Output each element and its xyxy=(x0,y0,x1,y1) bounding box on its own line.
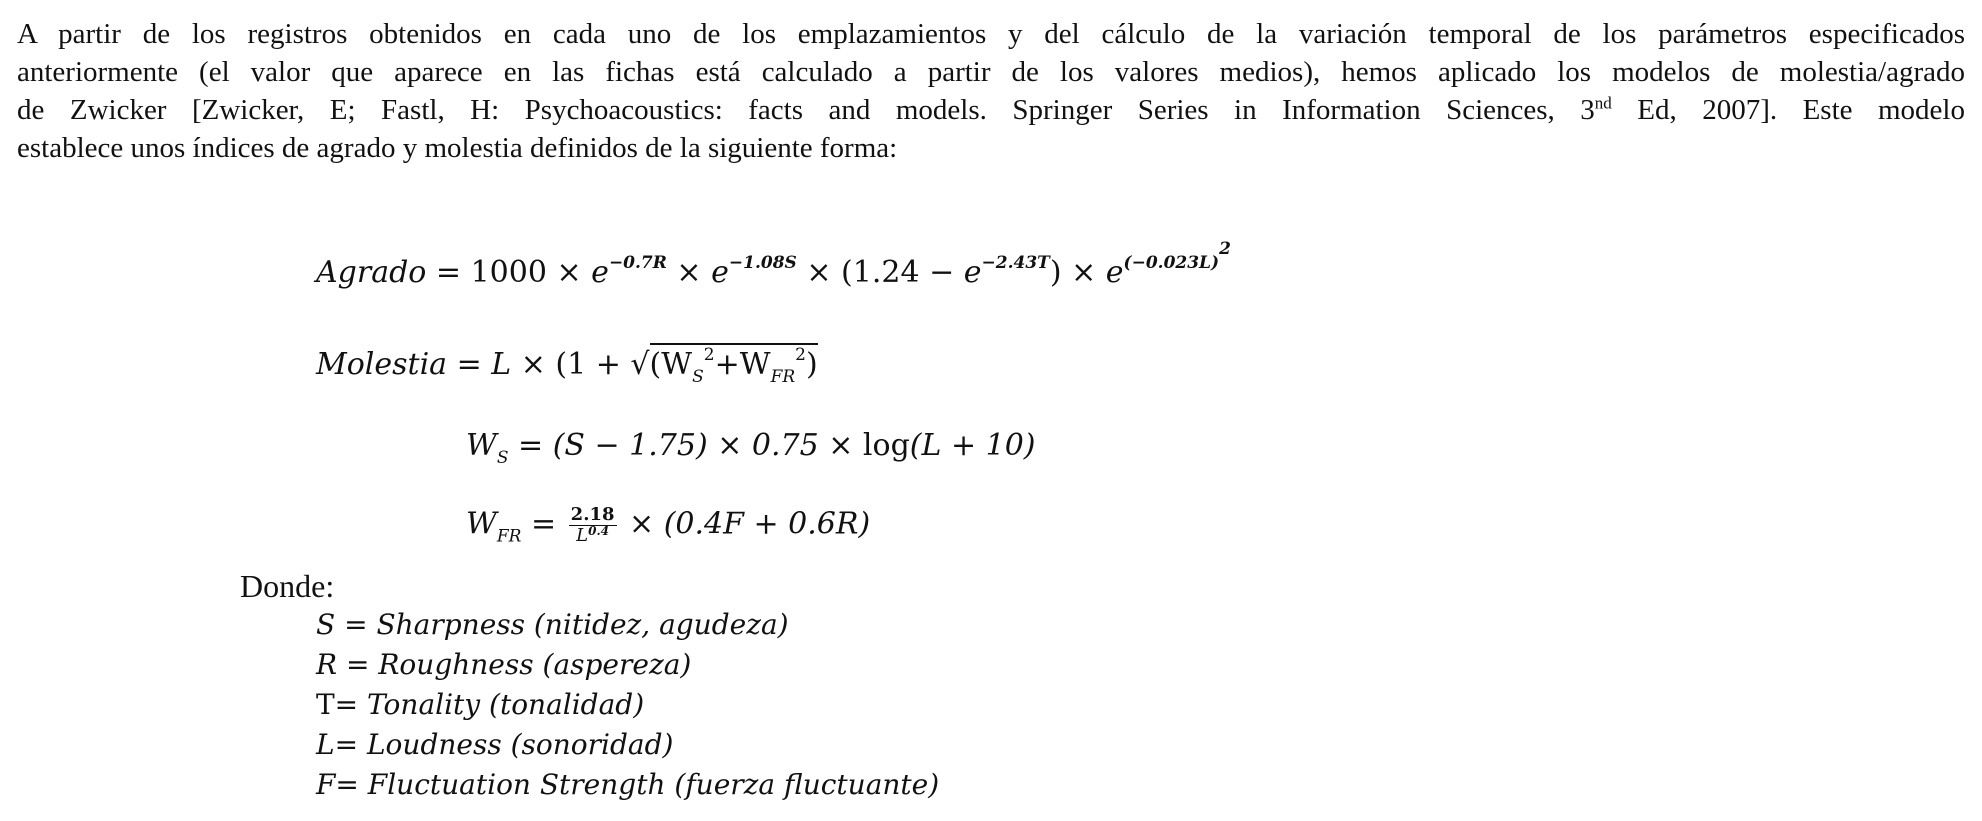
fraction-denominator xyxy=(569,526,617,546)
denominator-exponent: 0.4 xyxy=(588,524,610,538)
euler-e: e xyxy=(711,255,729,290)
paragraph-line: anteriormente (el valor que aparece en las fichas está calculado a partir de los valores medios), hemos aplicado los modelos de molestia/agrado xyxy=(17,56,1965,88)
molestia-equation xyxy=(316,343,818,387)
wfr-lhs: W xyxy=(466,506,497,542)
exponent-base: (−0.023L) xyxy=(1123,253,1220,273)
denominator-var: L xyxy=(576,525,589,546)
sqrt-icon: √ xyxy=(630,347,650,382)
times-sign: × xyxy=(1061,255,1106,290)
wfr-equation xyxy=(466,505,870,546)
donde-label: Donde: xyxy=(240,568,335,604)
paragraph-line: establece unos índices de agrado y molestia definidos de la siguiente forma: xyxy=(17,132,898,164)
definition-item xyxy=(316,648,691,681)
ws-equation xyxy=(466,428,1036,468)
radicand-close: ) xyxy=(806,347,818,382)
paren-close: ) xyxy=(1049,255,1062,290)
agrado-equation xyxy=(316,239,1231,290)
times-group: × (1 + xyxy=(511,347,631,382)
exponent: −1.08S xyxy=(728,253,797,273)
loudness-var: L xyxy=(491,347,512,382)
equals-sign: = xyxy=(447,347,492,382)
exponent xyxy=(1124,239,1231,273)
paragraph-line xyxy=(17,91,1965,129)
agrado-lhs: Agrado xyxy=(316,255,427,290)
molestia-lhs: Molestia xyxy=(316,347,448,382)
euler-e: e xyxy=(963,255,982,290)
superscript: 2 xyxy=(795,345,806,365)
definition-text: Tonality (tonalidad) xyxy=(367,688,645,721)
paren-group: (1.24 − xyxy=(841,255,964,290)
exponent: −0.7R xyxy=(608,253,667,273)
fraction xyxy=(569,505,617,546)
constant: 1000 xyxy=(470,255,547,290)
log-function: log xyxy=(862,428,910,463)
ordinal-superscript: nd xyxy=(1594,93,1612,113)
definition-item xyxy=(316,768,939,801)
paragraph-text: de Zwicker [Zwicker, E; Fastl, H: Psychoacoustics: facts and models. Springer Series in Information Sciences, 3 xyxy=(17,94,1595,126)
equals-sign: = xyxy=(521,506,566,542)
definition-item xyxy=(316,728,673,761)
paragraph-text: Ed, 2007]. Este modelo xyxy=(1611,94,1965,126)
euler-e: e xyxy=(591,255,609,290)
definition-text: R = Roughness (aspereza) xyxy=(316,648,692,681)
superscript: 2 xyxy=(703,345,715,365)
square-root xyxy=(630,343,818,387)
euler-e: e xyxy=(1105,255,1124,290)
times-sign: × xyxy=(546,255,592,290)
ws-rhs: (S − 1.75) × 0.75 × xyxy=(552,428,863,463)
definition-item xyxy=(316,608,789,641)
exponent: −2.43T xyxy=(981,253,1050,273)
definition-label: T= xyxy=(316,688,368,721)
intro-paragraph xyxy=(17,15,1965,167)
times-sign: × xyxy=(666,255,712,290)
times-sign: × xyxy=(796,255,842,290)
wfr-rhs: × (0.4F + 0.6R) xyxy=(619,506,871,542)
equals-sign: = xyxy=(426,255,471,290)
ws-rhs-arg: (L + 10) xyxy=(909,428,1036,463)
fraction-numerator: 2.18 xyxy=(570,504,615,525)
definition-item xyxy=(316,688,644,721)
subscript: FR xyxy=(770,367,796,387)
radicand xyxy=(649,343,818,387)
definition-text: S = Sharpness (nitidez, agudeza) xyxy=(316,608,789,641)
radicand-open: (W xyxy=(649,347,693,382)
subscript: S xyxy=(692,367,704,387)
definition-text: L= Loudness (sonoridad) xyxy=(316,728,674,761)
equals-sign: = xyxy=(508,428,553,463)
exponent-square: 2 xyxy=(1219,239,1231,259)
definition-text: F= Fluctuation Strength (fuerza fluctuante) xyxy=(316,768,940,801)
paragraph-line: A partir de los registros obtenidos en cada uno de los emplazamientos y del cálculo de la variación temporal de los parámetros especificados xyxy=(17,18,1965,50)
ws-lhs: W xyxy=(466,428,497,463)
subscript: FR xyxy=(496,526,522,547)
subscript: S xyxy=(496,448,509,468)
radicand-plus: +W xyxy=(714,347,771,382)
